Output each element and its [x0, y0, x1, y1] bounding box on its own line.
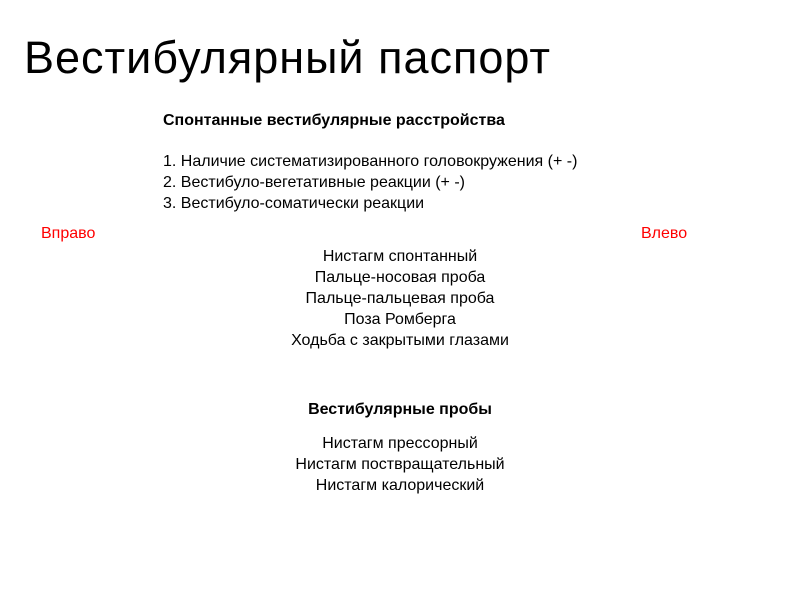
list-item: Нистагм спонтанный: [322, 248, 478, 265]
list-item: 3. Вестибуло-соматически реакции: [163, 195, 425, 212]
list-item: Поза Ромберга: [344, 311, 456, 328]
side-label-left: Влево: [641, 225, 688, 242]
list-item: Пальце-пальцевая проба: [305, 290, 495, 307]
list-item: Нистагм поствращательный: [295, 456, 505, 473]
list-item: 1. Наличие систематизированного головокружения (+ -): [163, 153, 578, 170]
slide-title: Вестибулярный паспорт: [24, 32, 552, 83]
spontaneous-tests-list: [0, 246, 800, 351]
list-item: 2. Вестибуло-вегетативные реакции (+ -): [163, 174, 465, 191]
vestibular-tests-heading: Вестибулярные пробы: [308, 401, 492, 418]
list-item: Пальце-носовая проба: [314, 269, 486, 286]
list-item: Нистагм калорический: [315, 477, 485, 494]
side-label-right: Вправо: [41, 225, 96, 242]
list-item: Ходьба с закрытыми глазами: [291, 332, 509, 349]
spontaneous-disorders-heading: Спонтанные вестибулярные расстройства: [163, 112, 505, 129]
vestibular-tests-list: [0, 433, 800, 496]
spontaneous-disorders-list: [163, 151, 577, 214]
list-item: Нистагм прессорный: [322, 435, 478, 452]
